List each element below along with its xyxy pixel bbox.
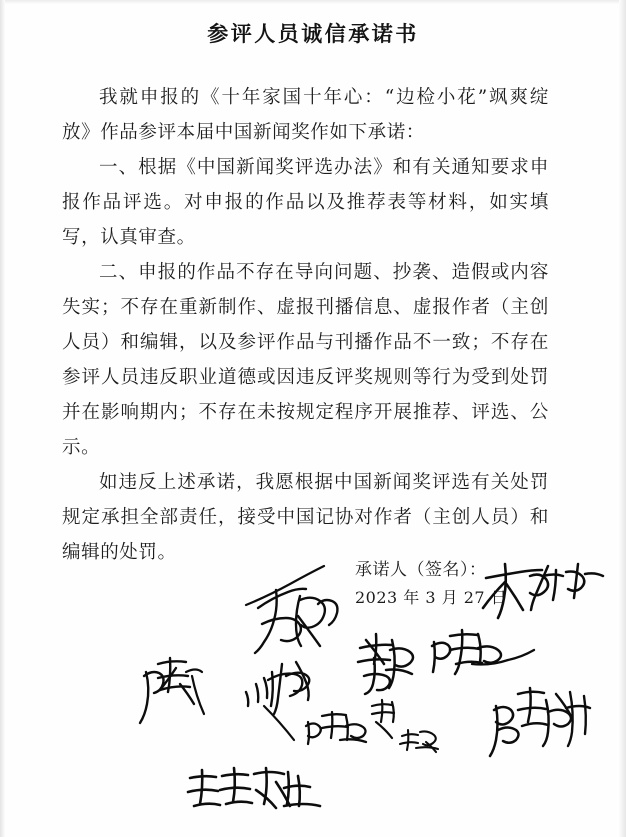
scan-edge-right: [619, 0, 626, 837]
page-title: 参评人员诚信承诺书: [207, 21, 419, 46]
signature-block: [355, 556, 555, 612]
signature-mark-f: [432, 630, 534, 674]
signature-mark-k: [188, 768, 320, 808]
signature-label: 承诺人（签名）：: [355, 560, 487, 580]
signature-stroke-diagonal-left: [246, 566, 324, 605]
signature-mark-d: [246, 662, 309, 740]
scan-edge-left: [0, 0, 5, 837]
signature-mark-e: [358, 634, 413, 694]
scan-edge-top: [0, 0, 626, 4]
paragraph-conclusion: 如违反上述承诺，我愿根据中国新闻奖评选有关处罚规定承担全部责任，接受中国记协对作者（主创人员）和编辑的处罚。: [62, 472, 549, 563]
signature-date: 2023 年 3 月 27 日: [355, 588, 508, 607]
signature-mark-g: [306, 712, 366, 744]
document-body: [62, 80, 549, 570]
signature-mark-j: [490, 688, 590, 756]
signature-mark-a: [255, 589, 337, 653]
signature-mark-h: [372, 700, 394, 738]
signature-mark-i: [400, 730, 438, 752]
signature-mark-c: [140, 658, 204, 723]
paragraph-intro: 我就申报的《十年家国十年心：“边检小花”飒爽绽放》作品参评本届中国新闻奖作如下承诺：: [62, 87, 549, 143]
paragraph-clause-one: 一、根据《中国新闻奖评选办法》和有关通知要求申报作品评选。对申报的作品以及推荐表等材料，如实填写，认真审查。: [62, 157, 549, 248]
paragraph-clause-two: 二、申报的作品不存在导向问题、抄袭、造假或内容失实；不存在重新制作、虚报刊播信息、虚报作者（主创人员）和编辑，以及参评作品与刊播作品不一致；不存在参评人员违反职业道德或因违反评奖规则等行为受到处罚并在影响期内；不存在未按规定程序开展推荐、评选、公示。: [62, 262, 549, 458]
